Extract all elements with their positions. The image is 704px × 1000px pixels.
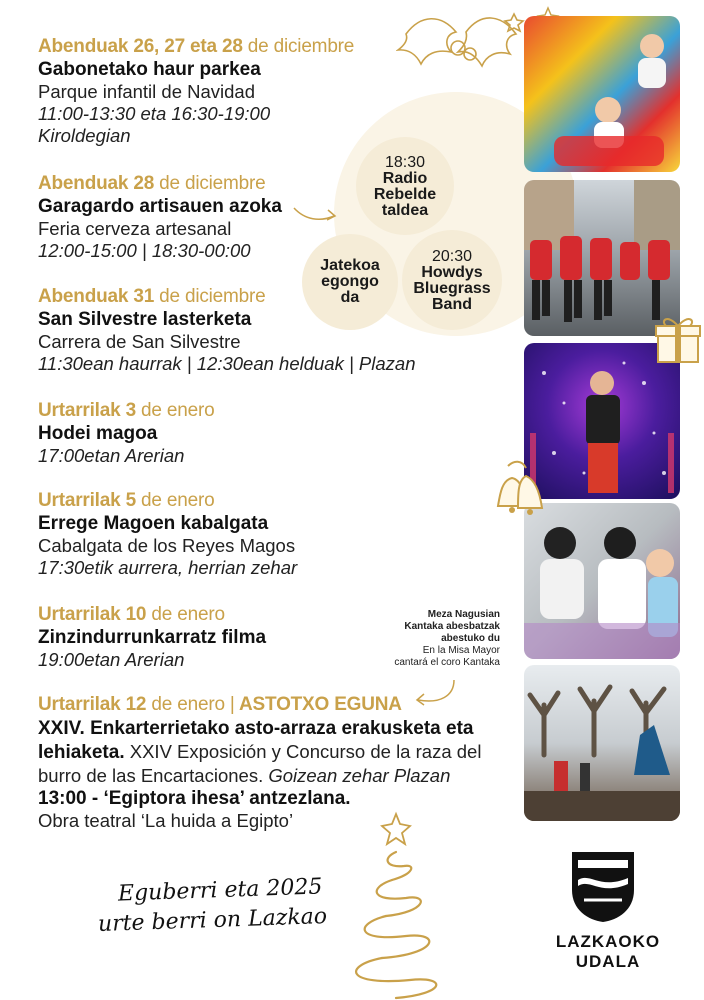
event-4-date: Urtarrilak 3 [38,400,136,421]
bell-icon [488,458,548,528]
event-1-line-2: 11:00-13:30 eta 16:30-19:00 [38,103,271,124]
event-3-date: Abenduak 31 [38,286,155,307]
event-6 [38,604,378,671]
lazkao-logo-icon [570,850,636,924]
event-1-date: Abenduak 26, 27 eta 28 [38,36,243,57]
event-5-line-2: 17:30etik aurrera, herrian zehar [38,557,298,578]
mass-note-bold: Meza Nagusian Kantaka abesbatzak abestuko du [404,609,500,644]
event-4 [38,400,508,467]
event-4-date-es: de enero [141,400,215,421]
event-7-text-1b: Goizean zehar Plazan [268,765,451,786]
event-7-title-2a: 13:00 - [38,788,104,809]
event-3-date-es: de diciembre [159,286,266,307]
event-5-date-es: de enero [141,490,215,511]
greeting-line-2: urte berri on Lazkao [97,904,328,937]
event-6-title: Zinzindurrunkarratz filma [38,627,267,648]
event-4-line-1: 17:00etan Arerian [38,445,185,466]
event-7-tag: ASTOTXO EGUNA [239,694,402,715]
bubble-1-name: Radio Rebelde taldea [373,169,437,219]
christmas-tree-icon [326,808,466,1000]
gift-icon [654,312,702,364]
event-2-title: Garagardo artisauen azoka [38,196,282,217]
bubble-jatekoa [302,234,398,330]
event-5-title: Errege Magoen kabalgata [38,513,269,534]
event-1-line-3: Kiroldegian [38,125,131,146]
bubble-3-name: Howdys Bluegrass Band [413,263,491,313]
event-6-date-es: de enero [151,604,225,625]
mass-note-text: En la Misa Mayor cantará el coro Kantaka [394,645,500,668]
arrow-icon [290,200,340,230]
event-4-title: Hodei magoa [38,423,158,444]
photo-donkey-fair [524,665,680,821]
event-7-text-2: Obra teatral ‘La huida a Egipto’ [38,810,294,831]
event-7-text-1: XXIV Exposición y Concurso de la raza del burro de las Encartaciones. [38,741,482,786]
event-5-line-1: Cabalgata de los Reyes Magos [38,535,296,556]
curved-arrow-icon [410,676,460,710]
event-5-date: Urtarrilak 5 [38,490,136,511]
logo-line-1: LAZKAOKO [555,932,661,951]
bubble-1-time: 18:30 [384,153,426,171]
greeting-line-1: Eguberri eta 2025 [117,874,323,907]
bubble-radio-rebelde [356,137,454,235]
event-2-date-es: de diciembre [159,173,266,194]
bubble-2-text: Jatekoa egongo da [320,257,380,306]
event-2-line-2: 12:00-15:00 | 18:30-00:00 [38,240,251,261]
event-6-date: Urtarrilak 10 [38,604,147,625]
event-1-date-es: de diciembre [247,36,355,57]
event-5 [38,490,508,579]
event-1-line-1: Parque infantil de Navidad [38,81,256,102]
event-7-title-2b: ‘Egiptora ihesa’ antzezlana. [103,788,351,809]
event-1 [38,36,508,147]
event-3-title: San Silvestre lasterketa [38,309,252,330]
event-7-date: Urtarrilak 12 [38,694,147,715]
mass-note [392,609,500,669]
event-7-title-1: XXIV. Enkarterrietako asto-arraza erakusketa eta lehiaketa. [38,718,474,763]
event-3-line-2: 11:30ean haurrak | 12:30ean helduak | Plazan [38,353,416,374]
event-3-line-1: Carrera de San Silvestre [38,331,241,352]
bubble-3-time: 20:30 [431,247,473,265]
logo-line-2: UDALA [575,952,641,971]
event-1-title: Gabonetako haur parkea [38,59,261,80]
photo-inflatable-park [524,16,680,172]
event-7-date-es: de enero | [151,694,235,715]
event-6-line-1: 19:00etan Arerian [38,649,185,670]
event-2-line-1: Feria cerveza artesanal [38,218,232,239]
event-2-date: Abenduak 28 [38,173,155,194]
bubble-howdys [402,230,502,330]
